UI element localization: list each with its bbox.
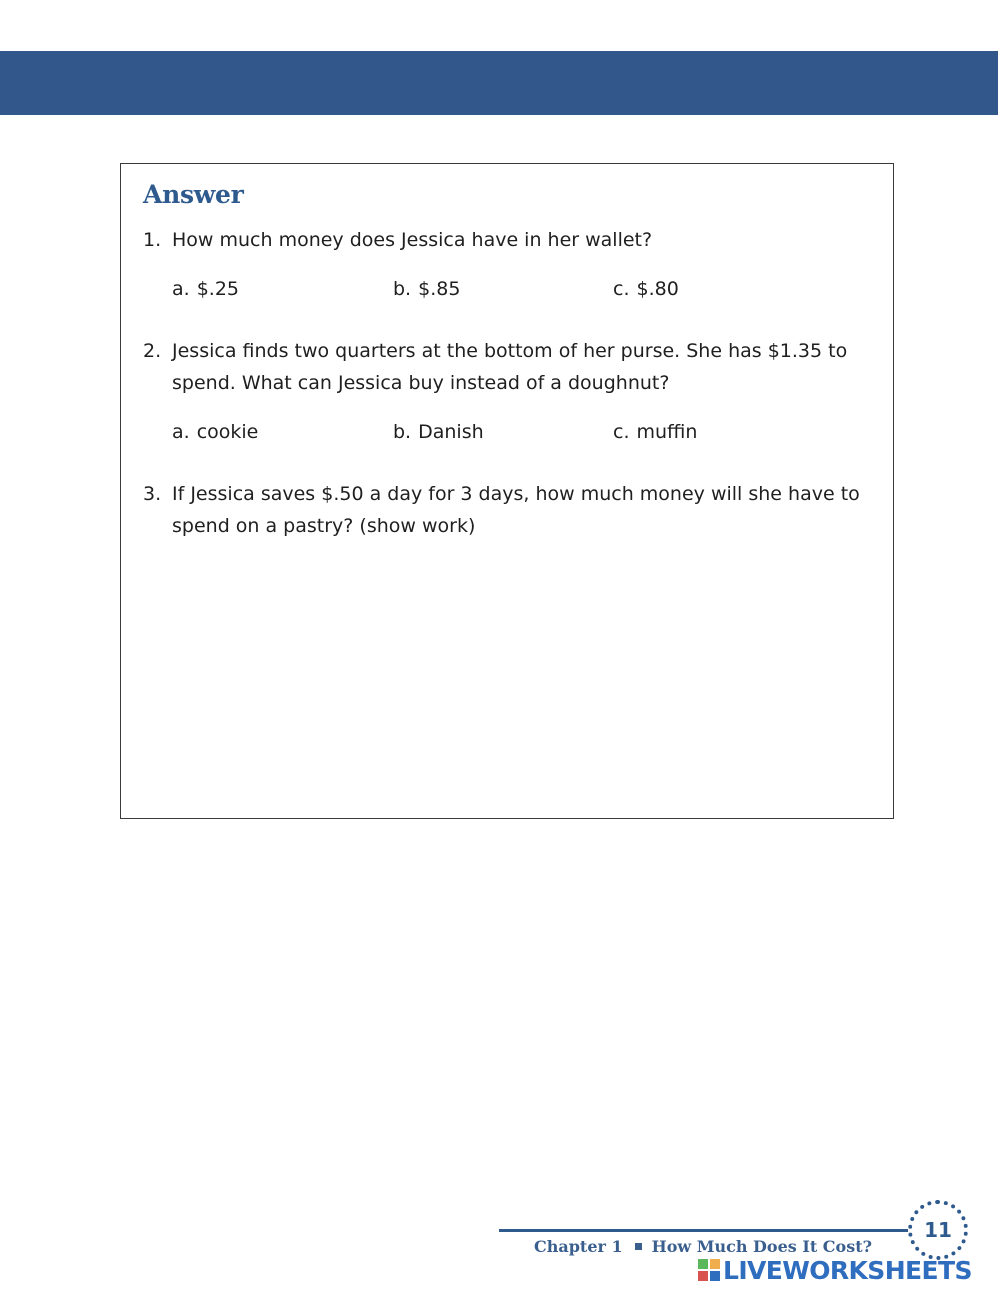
option-text: $.80 bbox=[636, 278, 679, 300]
question-2-options bbox=[172, 417, 872, 447]
option-text: cookie bbox=[196, 421, 259, 443]
page-number-badge bbox=[908, 1200, 968, 1260]
question-number: 1. bbox=[143, 229, 162, 251]
footer-chapter: Chapter 1 bbox=[534, 1237, 623, 1256]
question-2 bbox=[143, 335, 863, 399]
live-cubes-icon bbox=[697, 1258, 721, 1282]
option-a[interactable] bbox=[172, 417, 258, 447]
footer-title: How Much Does It Cost? bbox=[651, 1237, 872, 1256]
watermark-text: LIVEWORKSHEETS bbox=[723, 1255, 972, 1285]
answer-box bbox=[120, 163, 894, 819]
page-number: 11 bbox=[924, 1218, 952, 1242]
option-a[interactable] bbox=[172, 274, 239, 304]
option-letter: b. bbox=[393, 278, 412, 300]
footer-rule bbox=[499, 1229, 911, 1232]
option-c[interactable] bbox=[613, 274, 679, 304]
question-text: Jessica finds two quarters at the bottom of her purse. She has $1.35 to spend. What can Jessica buy instead of a doughnut? bbox=[172, 340, 848, 394]
option-text: $.25 bbox=[196, 278, 239, 300]
option-text: muffin bbox=[636, 421, 698, 443]
question-1 bbox=[143, 224, 863, 256]
option-b[interactable] bbox=[393, 274, 460, 304]
option-letter: a. bbox=[172, 278, 190, 300]
question-3 bbox=[143, 478, 863, 542]
question-number: 3. bbox=[143, 483, 162, 505]
option-letter: c. bbox=[613, 278, 630, 300]
option-b[interactable] bbox=[393, 417, 484, 447]
square-bullet-icon bbox=[635, 1243, 642, 1250]
option-letter: b. bbox=[393, 421, 412, 443]
option-text: $.85 bbox=[418, 278, 461, 300]
liveworksheets-logo bbox=[697, 1255, 972, 1285]
option-text: Danish bbox=[418, 421, 484, 443]
option-letter: a. bbox=[172, 421, 190, 443]
question-number: 2. bbox=[143, 340, 162, 362]
footer-caption bbox=[534, 1237, 872, 1256]
option-letter: c. bbox=[613, 421, 630, 443]
question-text: How much money does Jessica have in her wallet? bbox=[172, 229, 653, 251]
question-text: If Jessica saves $.50 a day for 3 days, how much money will she have to spend on a pastry? (show work) bbox=[172, 483, 860, 537]
question-1-options bbox=[172, 274, 872, 304]
answer-heading: Answer bbox=[143, 180, 244, 209]
header-banner bbox=[0, 51, 998, 115]
option-c[interactable] bbox=[613, 417, 697, 447]
